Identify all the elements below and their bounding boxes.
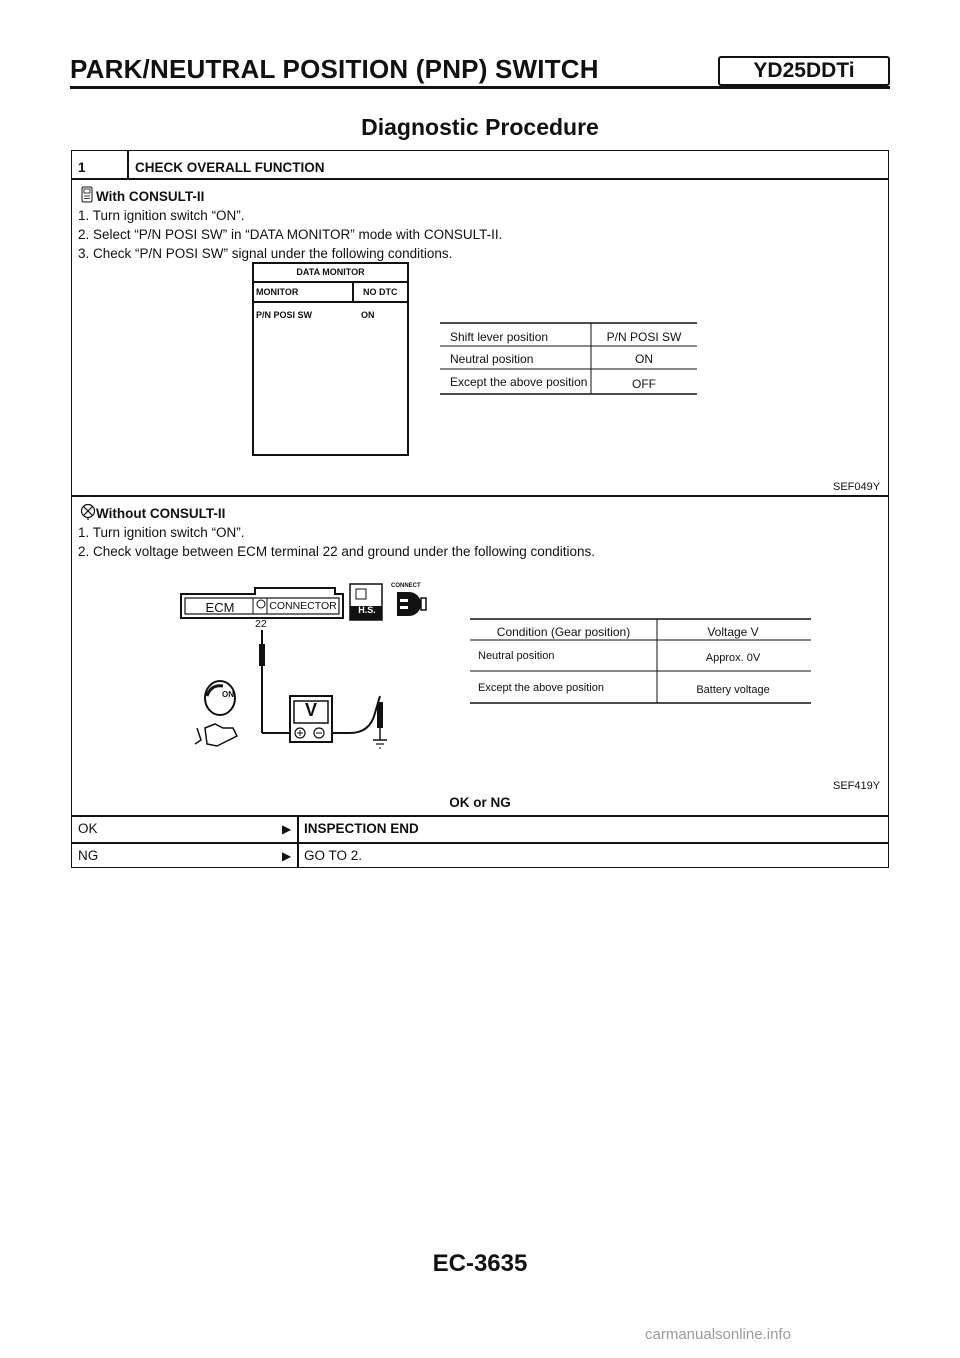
table-cell: Approx. 0V — [705, 652, 761, 664]
ignition-on-label: ON — [222, 690, 234, 699]
result-label-ok: OK — [78, 821, 98, 836]
consult-section-divider — [71, 495, 889, 497]
arrow-right-icon: ▶ — [282, 822, 292, 836]
result-value-ng: GO TO 2. — [304, 848, 363, 863]
page-number: EC-3635 — [432, 1250, 528, 1277]
figure-code: SEF419Y — [833, 780, 881, 792]
data-monitor-item: P/N POSI SW — [256, 310, 313, 320]
data-monitor-title: DATA MONITOR — [296, 267, 365, 277]
data-monitor-divider — [252, 281, 409, 283]
result-column-divider — [297, 815, 299, 868]
table-cell: Except the above position — [450, 375, 588, 389]
connector-label: CONNECTOR — [269, 600, 337, 612]
engine-code-badge: YD25DDTi — [718, 56, 890, 86]
figure-code: SEF049Y — [833, 481, 881, 493]
table-cell: Neutral position — [450, 352, 534, 366]
instruction-line: 3. Check “P/N POSI SW” signal under the following conditions. — [78, 246, 453, 261]
hs-label: H.S. — [358, 605, 376, 615]
watermark: carmanualsonline.info — [645, 1326, 791, 1343]
instruction-line: 2. Check voltage between ECM terminal 22 and ground under the following conditions. — [78, 544, 596, 559]
step-number-divider — [127, 150, 129, 178]
data-monitor-divider — [252, 301, 409, 303]
without-consult-heading: Without CONSULT-II — [96, 506, 226, 521]
data-monitor-col-divider — [352, 281, 354, 302]
table-header-cell: P/N POSI SW — [606, 330, 682, 344]
data-monitor-col-right: NO DTC — [363, 287, 398, 297]
table-header-cell: Condition (Gear position) — [496, 625, 631, 639]
voltmeter-label: V — [304, 700, 317, 720]
terminal-number: 22 — [255, 618, 267, 630]
instruction-line: 2. Select “P/N POSI SW” in “DATA MONITOR” mode with CONSULT-II. — [78, 227, 503, 242]
step-number: 1 — [78, 160, 86, 175]
table-cell: OFF — [632, 377, 656, 391]
section-title: Diagnostic Procedure — [361, 114, 599, 140]
data-monitor-value: ON — [361, 310, 375, 320]
with-consult-instructions — [78, 206, 858, 263]
header-rule — [70, 86, 890, 89]
step-header-divider — [71, 178, 889, 180]
consult-tool-icon — [80, 186, 94, 204]
result-value-ok: INSPECTION END — [304, 821, 419, 836]
without-consult-instructions — [78, 523, 858, 561]
instruction-line: 1. Turn ignition switch “ON”. — [78, 525, 245, 540]
ecm-label: ECM — [205, 600, 235, 615]
table-cell: Battery voltage — [696, 684, 770, 696]
result-question: OK or NG — [449, 795, 511, 810]
with-consult-heading: With CONSULT-II — [96, 189, 205, 204]
instruction-line: 1. Turn ignition switch “ON”. — [78, 208, 245, 223]
result-label-ng: NG — [78, 848, 99, 863]
data-monitor-col-left: MONITOR — [256, 287, 299, 297]
table-header-cell: Shift lever position — [450, 330, 549, 344]
table-cell: ON — [635, 352, 653, 366]
result-divider-2 — [71, 842, 889, 844]
arrow-right-icon: ▶ — [282, 849, 292, 863]
table-cell: Neutral position — [478, 650, 555, 662]
table-cell: Except the above position — [478, 682, 604, 694]
no-consult-icon — [80, 503, 96, 521]
page-header-title: PARK/NEUTRAL POSITION (PNP) SWITCH — [70, 54, 599, 84]
result-divider-1 — [71, 815, 889, 817]
step-title: CHECK OVERALL FUNCTION — [135, 160, 325, 175]
connect-label: CONNECT — [391, 583, 421, 589]
table-header-cell: Voltage V — [707, 625, 759, 639]
